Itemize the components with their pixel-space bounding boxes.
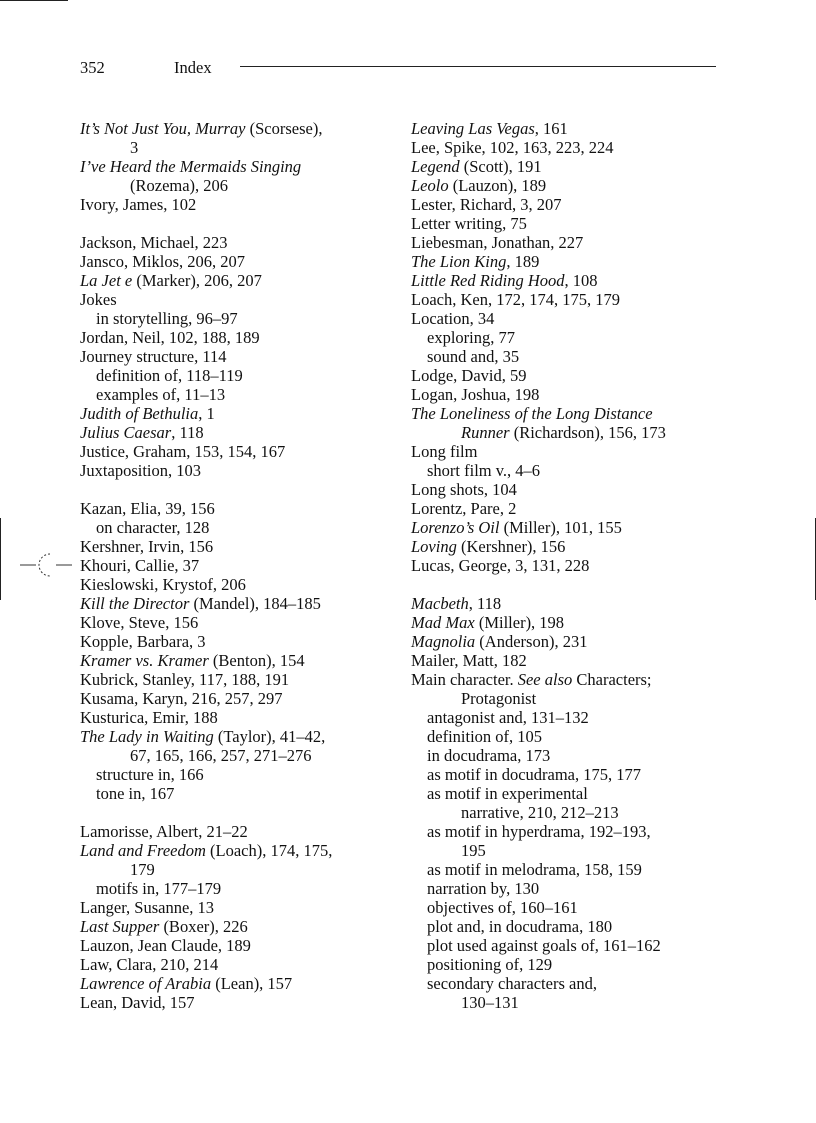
entry-text: definition of, 105 <box>427 727 543 746</box>
index-entry <box>80 328 390 347</box>
entry-text: positioning of, 129 <box>427 955 553 974</box>
index-subentry <box>80 518 390 537</box>
entry-text: (Miller), 101, 155 <box>499 518 622 537</box>
index-subentry <box>411 423 721 442</box>
index-subentry <box>411 784 721 803</box>
index-entry <box>80 727 390 746</box>
entry-text: objectives of, 160–161 <box>427 898 578 917</box>
index-entry <box>80 119 390 138</box>
index-subentry <box>411 461 721 480</box>
italic-title: Kramer vs. Kramer <box>80 651 209 670</box>
letter-group-gap <box>411 575 721 594</box>
entry-text: Law, Clara, 210, 214 <box>80 955 219 974</box>
index-subentry <box>80 138 390 157</box>
letter-group-gap <box>80 803 390 822</box>
index-subentry <box>411 993 721 1012</box>
italic-title: La Jet e <box>80 271 133 290</box>
italic-title: Leolo <box>411 176 449 195</box>
entry-text: examples of, 11–13 <box>96 385 226 404</box>
entry-text: Lucas, George, 3, 131, 228 <box>411 556 590 575</box>
entry-text: Kazan, Elia, 39, 156 <box>80 499 215 518</box>
italic-title: Leaving Las Vegas <box>411 119 535 138</box>
entry-text: , 108 <box>564 271 598 290</box>
index-subentry <box>411 689 721 708</box>
entry-text: Lamorisse, Albert, 21–22 <box>80 822 248 841</box>
entry-text: (Loach), 174, 175, <box>205 841 333 860</box>
index-column-left <box>80 119 390 1012</box>
italic-title: I’ve Heard the Mermaids Singing <box>80 157 302 176</box>
index-subentry <box>411 328 721 347</box>
index-entry <box>411 537 721 556</box>
index-subentry <box>411 822 721 841</box>
index-entry <box>80 689 390 708</box>
entry-text: (Taylor), 41–42, <box>213 727 326 746</box>
index-subentry <box>80 784 390 803</box>
index-entry <box>80 613 390 632</box>
index-entry <box>80 404 390 423</box>
index-entry <box>411 119 721 138</box>
italic-title: Judith of Bethulia <box>80 404 199 423</box>
index-subentry <box>80 176 390 195</box>
index-subentry <box>411 974 721 993</box>
entry-text: Justice, Graham, 153, 154, 167 <box>80 442 286 461</box>
index-entry <box>411 518 721 537</box>
registration-mark-icon <box>20 550 72 580</box>
italic-title: See also <box>517 670 573 689</box>
index-entry <box>80 917 390 936</box>
entry-text: Liebesman, Jonathan, 227 <box>411 233 584 252</box>
entry-text: sound and, 35 <box>427 347 520 366</box>
index-entry <box>80 423 390 442</box>
index-entry <box>411 404 721 423</box>
crop-mark-left <box>0 518 1 600</box>
entry-text: 195 <box>461 841 486 860</box>
index-subentry <box>80 860 390 879</box>
italic-title: Magnolia <box>411 632 476 651</box>
entry-text: Ivory, James, 102 <box>80 195 197 214</box>
index-entry <box>411 309 721 328</box>
index-entry <box>411 138 721 157</box>
entry-text: Klove, Steve, 156 <box>80 613 199 632</box>
index-subentry <box>411 765 721 784</box>
index-entry <box>80 708 390 727</box>
italic-title: Runner <box>461 423 510 442</box>
italic-title: Loving <box>411 537 457 556</box>
index-entry <box>80 290 390 309</box>
index-subentry <box>411 936 721 955</box>
index-subentry <box>411 955 721 974</box>
page-number: 352 <box>80 58 105 77</box>
entry-text: Jordan, Neil, 102, 188, 189 <box>80 328 260 347</box>
entry-text: (Lean), 157 <box>211 974 293 993</box>
index-entry <box>80 442 390 461</box>
entry-text: Kusturica, Emir, 188 <box>80 708 218 727</box>
italic-title: The Lady in Waiting <box>80 727 214 746</box>
index-entry <box>80 651 390 670</box>
index-entry <box>411 157 721 176</box>
entry-text: Long film <box>411 442 478 461</box>
entry-text: Khouri, Callie, 37 <box>80 556 200 575</box>
entry-text: Mailer, Matt, 182 <box>411 651 527 670</box>
entry-text: plot and, in docudrama, 180 <box>427 917 613 936</box>
index-entry <box>80 841 390 860</box>
entry-text: tone in, 167 <box>96 784 175 803</box>
entry-text: , 189 <box>506 252 540 271</box>
entry-text: as motif in docudrama, 175, 177 <box>427 765 642 784</box>
index-entry <box>80 670 390 689</box>
entry-text: exploring, 77 <box>427 328 515 347</box>
entry-text: as motif in experimental <box>427 784 588 803</box>
entry-text: (Kershner), 156 <box>456 537 566 556</box>
entry-text: (Scorsese), <box>245 119 323 138</box>
index-subentry <box>80 879 390 898</box>
entry-text: as motif in hyperdrama, 192–193, <box>427 822 651 841</box>
entry-text: , 161 <box>534 119 568 138</box>
index-subentry <box>80 366 390 385</box>
italic-title: Legend <box>411 157 460 176</box>
entry-text: Loach, Ken, 172, 174, 175, 179 <box>411 290 620 309</box>
entry-text: (Rozema), 206 <box>130 176 229 195</box>
index-entry <box>411 670 721 689</box>
entry-text: Kubrick, Stanley, 117, 188, 191 <box>80 670 290 689</box>
index-column-right <box>411 119 721 1012</box>
entry-text: Letter writing, 75 <box>411 214 527 233</box>
italic-title: Julius Caesar <box>80 423 172 442</box>
entry-text: 67, 165, 166, 257, 271–276 <box>130 746 312 765</box>
index-subentry <box>411 841 721 860</box>
index-subentry <box>80 385 390 404</box>
entry-text: 130–131 <box>461 993 519 1012</box>
index-entry <box>80 499 390 518</box>
index-entry <box>80 537 390 556</box>
index-entry <box>80 575 390 594</box>
index-subentry <box>411 746 721 765</box>
index-entry <box>80 157 390 176</box>
entry-text: motifs in, 177–179 <box>96 879 222 898</box>
index-subentry <box>411 347 721 366</box>
entry-text: (Mandel), 184–185 <box>189 594 321 613</box>
index-entry <box>411 613 721 632</box>
letter-group-gap <box>80 214 390 233</box>
index-entry <box>80 233 390 252</box>
crop-mark-top <box>0 0 68 1</box>
entry-text: plot used against goals of, 161–162 <box>427 936 661 955</box>
index-entry <box>411 385 721 404</box>
entry-text: Lester, Richard, 3, 207 <box>411 195 562 214</box>
index-entry <box>80 955 390 974</box>
index-entry <box>411 632 721 651</box>
index-subentry <box>80 765 390 784</box>
entry-text: (Scott), 191 <box>459 157 542 176</box>
entry-text: definition of, 118–119 <box>96 366 243 385</box>
entry-text: Jackson, Michael, 223 <box>80 233 228 252</box>
index-entry <box>80 974 390 993</box>
italic-title: Lawrence of Arabia <box>80 974 212 993</box>
entry-text: as motif in melodrama, 158, 159 <box>427 860 642 879</box>
index-entry <box>80 936 390 955</box>
entry-text: Journey structure, 114 <box>80 347 227 366</box>
entry-text: Kershner, Irvin, 156 <box>80 537 214 556</box>
entry-text: Jansco, Miklos, 206, 207 <box>80 252 245 271</box>
index-entry <box>411 290 721 309</box>
entry-text: Characters; <box>572 670 652 689</box>
entry-text: Langer, Susanne, 13 <box>80 898 215 917</box>
italic-title: The Loneliness of the Long Distance <box>411 404 653 423</box>
index-entry <box>80 993 390 1012</box>
index-entry <box>411 556 721 575</box>
entry-text: Protagonist <box>461 689 537 708</box>
index-entry <box>411 480 721 499</box>
entry-text: (Anderson), 231 <box>475 632 588 651</box>
entry-text: in docudrama, 173 <box>427 746 551 765</box>
entry-text: Logan, Joshua, 198 <box>411 385 540 404</box>
entry-text: Long shots, 104 <box>411 480 517 499</box>
index-entry <box>411 233 721 252</box>
index-entry <box>80 898 390 917</box>
index-entry <box>80 271 390 290</box>
entry-text: Lauzon, Jean Claude, 189 <box>80 936 251 955</box>
entry-text: , 118 <box>468 594 502 613</box>
entry-text: Lean, David, 157 <box>80 993 195 1012</box>
running-head <box>80 57 716 79</box>
italic-title: It’s Not Just You, Murray <box>80 119 246 138</box>
italic-title: Last Supper <box>80 917 160 936</box>
letter-group-gap <box>80 480 390 499</box>
index-entry <box>411 499 721 518</box>
entry-text: Lodge, David, 59 <box>411 366 527 385</box>
index-subentry <box>411 917 721 936</box>
entry-text: narration by, 130 <box>427 879 540 898</box>
entry-text: Lorentz, Pare, 2 <box>411 499 517 518</box>
index-entry <box>80 556 390 575</box>
entry-text: , 1 <box>198 404 215 423</box>
index-entry <box>411 594 721 613</box>
index-subentry <box>80 746 390 765</box>
entry-text: 179 <box>130 860 155 879</box>
index-entry <box>411 442 721 461</box>
entry-text: Kusama, Karyn, 216, 257, 297 <box>80 689 283 708</box>
entry-text: secondary characters and, <box>427 974 597 993</box>
index-entry <box>411 252 721 271</box>
index-entry <box>80 632 390 651</box>
italic-title: Lorenzo’s Oil <box>411 518 500 537</box>
entry-text: (Miller), 198 <box>474 613 565 632</box>
index-subentry <box>411 898 721 917</box>
entry-text: (Marker), 206, 207 <box>132 271 262 290</box>
entry-text: on character, 128 <box>96 518 210 537</box>
entry-text: (Richardson), 156, 173 <box>509 423 666 442</box>
italic-title: Mad Max <box>411 613 475 632</box>
entry-text: Kieslowski, Krystof, 206 <box>80 575 246 594</box>
index-entry <box>80 594 390 613</box>
index-entry <box>411 271 721 290</box>
index-subentry <box>411 727 721 746</box>
entry-text: (Boxer), 226 <box>159 917 248 936</box>
entry-text: antagonist and, 131–132 <box>427 708 589 727</box>
entry-text: (Lauzon), 189 <box>448 176 547 195</box>
entry-text: Location, 34 <box>411 309 495 328</box>
entry-text: Lee, Spike, 102, 163, 223, 224 <box>411 138 614 157</box>
italic-title: Land and Freedom <box>80 841 206 860</box>
italic-title: Little Red Riding Hood <box>411 271 565 290</box>
index-entry <box>411 176 721 195</box>
entry-text: (Benton), 154 <box>208 651 305 670</box>
entry-text: 3 <box>130 138 139 157</box>
italic-title: Kill the Director <box>80 594 190 613</box>
header-rule <box>240 66 716 67</box>
index-entry <box>411 651 721 670</box>
index-subentry <box>411 860 721 879</box>
index-entry <box>80 252 390 271</box>
index-subentry <box>411 803 721 822</box>
index-entry <box>80 347 390 366</box>
entry-text: narrative, 210, 212–213 <box>461 803 619 822</box>
entry-text: Main character. <box>411 670 518 689</box>
index-subentry <box>80 309 390 328</box>
index-entry <box>411 214 721 233</box>
index-entry <box>80 195 390 214</box>
italic-title: Macbeth <box>411 594 469 613</box>
section-title: Index <box>174 58 212 77</box>
index-subentry <box>411 708 721 727</box>
index-entry <box>411 366 721 385</box>
entry-text: short film v., 4–6 <box>427 461 541 480</box>
index-subentry <box>411 879 721 898</box>
italic-title: The Lion King <box>411 252 507 271</box>
entry-text: Juxtaposition, 103 <box>80 461 202 480</box>
index-entry <box>80 461 390 480</box>
index-entry <box>411 195 721 214</box>
entry-text: Jokes <box>80 290 117 309</box>
entry-text: structure in, 166 <box>96 765 204 784</box>
entry-text: , 118 <box>171 423 204 442</box>
entry-text: in storytelling, 96–97 <box>96 309 238 328</box>
index-entry <box>80 822 390 841</box>
entry-text: Kopple, Barbara, 3 <box>80 632 206 651</box>
